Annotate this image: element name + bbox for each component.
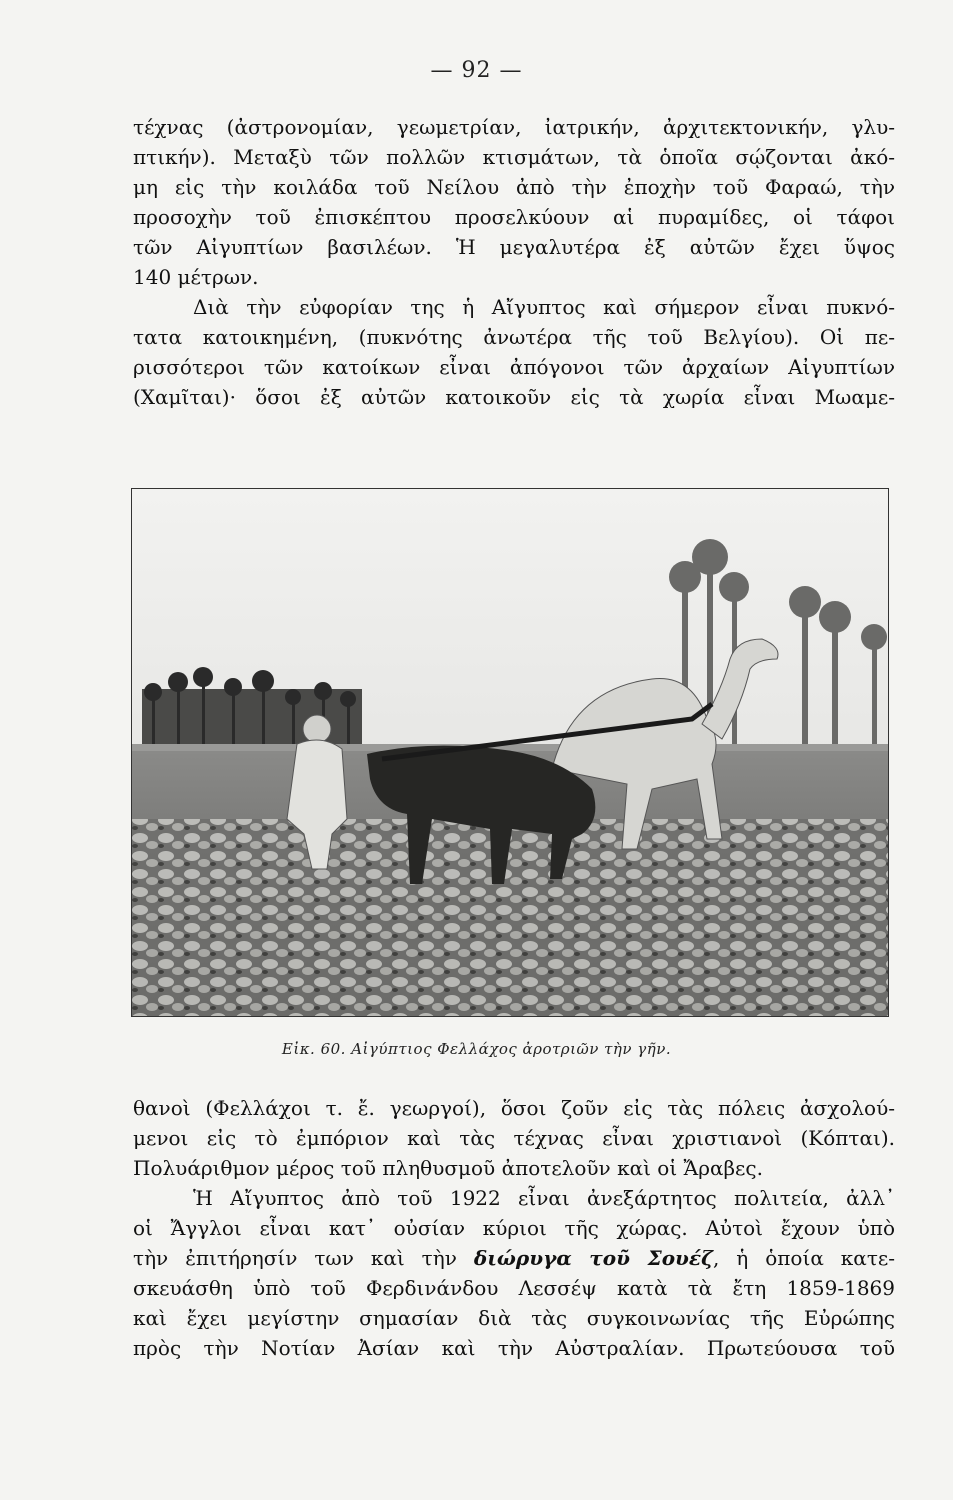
- text-line: τῶν Αἰγυπτίων βασιλέων. Ἡ μεγαλυτέρα ἐξ αὐτῶν ἔχει ὕψος: [133, 235, 895, 259]
- text-line: σκευάσθη ὑπὸ τοῦ Φερδινάνδου Λεσσέψ κατὰ τὰ ἔτη 1859-1869: [133, 1276, 895, 1300]
- text-line: μενοι εἰς τὸ ἐμπόριον καὶ τὰς τέχνας εἶναι χριστιανοὶ (Κόπται).: [133, 1126, 895, 1150]
- text-line: πτικήν). Μεταξὺ τῶν πολλῶν κτισμάτων, τὰ ὁποῖα σῴζονται ἀκό-: [133, 145, 895, 169]
- farm-photo-illustration: [132, 489, 888, 1016]
- text-line: Διὰ τὴν εὐφορίαν της ἡ Αἴγυπτος καὶ σήμερον εἶναι πυκνό-: [193, 295, 895, 319]
- text-line: 140 μέτρων.: [133, 265, 259, 289]
- text-line: Ἡ Αἴγυπτος ἀπὸ τοῦ 1922 εἶναι ἀνεξάρτητος πολιτεία, ἀλλ᾽: [193, 1186, 895, 1210]
- text-line: (Χαμῖται)· ὅσοι ἐξ αὐτῶν κατοικοῦν εἰς τὰ χωρία εἶναι Μωαμε-: [133, 385, 895, 409]
- text-line: καὶ ἔχει μεγίστην σημασίαν διὰ τὰς συγκοινωνίας τῆς Εὐρώπης: [133, 1306, 895, 1330]
- intro-text: [133, 112, 895, 412]
- text-line: τέχνας (ἀστρονομίαν, γεωμετρίαν, ἰατρικήν, ἀρχιτεκτονικήν, γλυ-: [133, 115, 895, 139]
- text-line: ρισσότεροι τῶν κατοίκων εἶναι ἀπόγονοι τῶν ἀρχαίων Αἰγυπτίων: [133, 355, 895, 379]
- suez-text-line: [133, 1243, 895, 1273]
- text-line: πρὸς τὴν Νοτίαν Ἀσίαν καὶ τὴν Αὐστραλίαν. Πρωτεύουσα τοῦ: [133, 1336, 895, 1360]
- text-line: μη εἰς τὴν κοιλάδα τοῦ Νείλου ἀπὸ τὴν ἐποχὴν τοῦ Φαραώ, τὴν: [133, 175, 895, 199]
- text-line: τατα κατοικημένη, (πυκνότης ἀνωτέρα τῆς τοῦ Βελγίου). Οἱ πε-: [133, 325, 895, 349]
- suez-before: τὴν ἐπιτήρησίν των καὶ τὴν: [133, 1246, 474, 1270]
- text-line: θανοὶ (Φελλάχοι τ. ἔ. γεωργοί), ὅσοι ζοῦν εἰς τὰς πόλεις ἀσχολού-: [133, 1096, 895, 1120]
- text-line: οἱ Ἄγγλοι εἶναι κατ᾽ οὐσίαν κύριοι τῆς χώρας. Αὐτοὶ ἔχουν ὑπὸ: [133, 1216, 895, 1240]
- page-number: — 92 —: [430, 58, 523, 83]
- figure-photo: [131, 488, 889, 1017]
- body-text: [133, 1093, 895, 1363]
- figure-caption: Εἰκ. 60. Αἰγύπτιος Φελλάχος ἀροτριῶν τὴν γῆν.: [281, 1040, 672, 1058]
- text-line: Πολυάριθμον μέρος τοῦ πληθυσμοῦ ἀποτελοῦν καὶ οἱ Ἄραβες.: [133, 1156, 763, 1180]
- suez-canal-emphasis: διώρυγα τοῦ Σουέζ: [473, 1246, 713, 1270]
- suez-after: , ἡ ὁποία κατε-: [712, 1246, 895, 1270]
- text-line: προσοχὴν τοῦ ἐπισκέπτου προσελκύουν αἱ πυραμίδες, οἱ τάφοι: [133, 205, 895, 229]
